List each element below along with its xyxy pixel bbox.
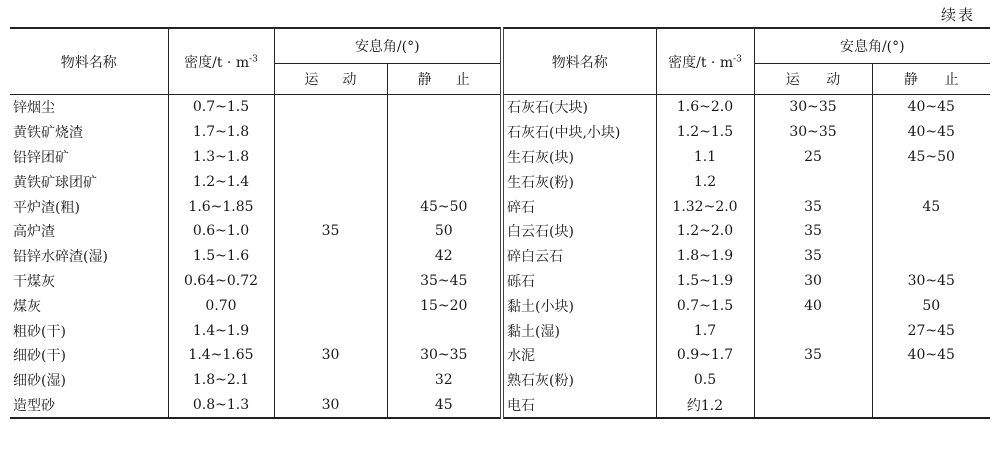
header-static: 静 止 [387,64,500,95]
material-property-tables [10,27,992,419]
density-cell: 1.3~1.8 [168,145,274,170]
static-angle-cell: 45 [387,393,500,419]
table-row [502,169,990,194]
material-name-cell: 石灰石(中块,小块) [507,125,621,142]
static-angle-cell [872,169,990,194]
moving-angle-cell: 30~35 [754,120,872,145]
table-row [10,293,500,318]
table-row [502,293,990,318]
material-name-cell: 生石灰(块) [507,149,574,166]
table-row [502,269,990,294]
moving-angle-cell [274,269,387,294]
moving-angle-cell: 30~35 [754,95,872,120]
density-cell: 0.8~1.3 [168,393,274,419]
material-name-cell: 生石灰(粉) [507,174,574,191]
moving-angle-cell [274,194,387,219]
table-row [502,194,990,219]
table-row [502,318,990,343]
table-row [10,194,500,219]
moving-angle-cell [274,318,387,343]
table-row [10,393,500,419]
header-static: 静 止 [872,64,990,95]
static-angle-cell: 50 [387,219,500,244]
table-row [502,145,990,170]
header-material-name: 物料名称 [10,28,168,95]
header-angle-of-repose: 安息角/(°) [754,28,990,64]
density-cell: 1.8~2.1 [168,368,274,393]
moving-angle-cell [274,120,387,145]
table-row [502,219,990,244]
moving-angle-cell [754,368,872,393]
moving-angle-cell [754,318,872,343]
left-table [10,27,500,419]
moving-angle-cell: 35 [754,194,872,219]
header-density: 密度$/t \cdot m^{-3}$ [168,28,274,95]
moving-angle-cell: 30 [754,269,872,294]
moving-angle-cell [274,95,387,120]
moving-angle-cell [274,145,387,170]
density-cell: 1.6~1.85 [168,194,274,219]
static-angle-cell [872,219,990,244]
table-row [10,120,500,145]
static-angle-cell: 35~45 [387,269,500,294]
density-cell: 0.6~1.0 [168,219,274,244]
static-angle-cell: 32 [387,368,500,393]
density-cell: 1.5~1.9 [656,269,754,294]
header-moving: 运 动 [274,64,387,95]
table-row [502,343,990,368]
material-name-cell: 碎石 [507,199,536,216]
right-table [500,27,990,419]
table-row [502,95,990,120]
table-row [10,219,500,244]
static-angle-cell: 45~50 [872,145,990,170]
moving-angle-cell: 25 [754,145,872,170]
material-name-cell: 铅锌水碎渣(湿) [13,249,108,266]
material-name-cell: 细砂(干) [13,348,66,365]
header-moving: 运 动 [754,64,872,95]
header-angle-of-repose: 安息角/(°) [274,28,500,64]
table-row [502,120,990,145]
density-cell: 1.32~2.0 [656,194,754,219]
material-name-cell: 锌烟尘 [13,100,55,117]
table-row [502,244,990,269]
density-cell: 1.5~1.6 [168,244,274,269]
static-angle-cell: 45~50 [387,194,500,219]
static-angle-cell [387,318,500,343]
header-density: 密度$/t \cdot m^{-3}$ [656,28,754,95]
static-angle-cell: 40~45 [872,120,990,145]
density-cell: 1.6~2.0 [656,95,754,120]
moving-angle-cell [274,244,387,269]
density-cell: 0.70 [168,293,274,318]
density-cell: 0.7~1.5 [656,293,754,318]
static-angle-cell [872,393,990,419]
density-cell: 约1.2 [656,393,754,419]
table-row [10,145,500,170]
material-name-cell: 高炉渣 [13,224,55,241]
density-cell: 1.8~1.9 [656,244,754,269]
material-name-cell: 砾石 [507,273,536,290]
density-cell: 0.7~1.5 [168,95,274,120]
material-name-cell: 铅锌团矿 [13,149,69,166]
moving-angle-cell [274,293,387,318]
density-cell: 1.2~2.0 [656,219,754,244]
density-cell: 1.4~1.9 [168,318,274,343]
density-cell: 1.7 [656,318,754,343]
material-name-cell: 黏土(湿) [507,323,560,340]
continued-label: 续表 [940,6,975,24]
static-angle-cell [872,244,990,269]
moving-angle-cell: 35 [754,244,872,269]
density-cell: 1.7~1.8 [168,120,274,145]
material-name-cell: 黄铁矿球团矿 [13,174,97,191]
material-name-cell: 白云石(块) [507,224,574,241]
static-angle-cell [387,145,500,170]
static-angle-cell [872,368,990,393]
material-name-cell: 干煤灰 [13,273,55,290]
moving-angle-cell: 35 [274,219,387,244]
moving-angle-cell [274,368,387,393]
material-name-cell: 水泥 [507,348,536,365]
material-name-cell: 黄铁矿烧渣 [13,125,83,142]
table-row [10,95,500,120]
table-row [10,343,500,368]
moving-angle-cell [274,169,387,194]
material-name-cell: 煤灰 [13,298,41,315]
moving-angle-cell [754,393,872,419]
static-angle-cell: 40~45 [872,343,990,368]
material-name-cell: 造型砂 [13,397,55,414]
table-row [10,269,500,294]
density-cell: 1.1 [656,145,754,170]
table-row [10,244,500,269]
material-name-cell: 碎白云石 [507,249,564,266]
material-name-cell: 电石 [507,397,536,414]
density-cell: 1.2~1.4 [168,169,274,194]
table-row [502,368,990,393]
moving-angle-cell: 40 [754,293,872,318]
table-row [10,169,500,194]
material-name-cell: 细砂(湿) [13,373,66,390]
static-angle-cell: 45 [872,194,990,219]
header-material-name: 物料名称 [502,28,656,95]
static-angle-cell: 15~20 [387,293,500,318]
moving-angle-cell: 35 [754,219,872,244]
table-row [10,368,500,393]
static-angle-cell [387,120,500,145]
static-angle-cell [387,95,500,120]
density-cell: 0.64~0.72 [168,269,274,294]
static-angle-cell: 30~35 [387,343,500,368]
material-name-cell: 熟石灰(粉) [507,373,574,390]
density-cell: 0.5 [656,368,754,393]
moving-angle-cell: 30 [274,393,387,419]
moving-angle-cell: 35 [754,343,872,368]
material-name-cell: 黏土(小块) [507,298,574,315]
material-name-cell: 石灰石(大块) [507,100,588,117]
static-angle-cell: 27~45 [872,318,990,343]
material-name-cell: 平炉渣(粗) [13,199,80,216]
static-angle-cell: 42 [387,244,500,269]
table-row [10,318,500,343]
table-row [502,393,990,419]
material-name-cell: 粗砂(干) [13,323,66,340]
static-angle-cell: 50 [872,293,990,318]
static-angle-cell [387,169,500,194]
density-cell: 1.2 [656,169,754,194]
moving-angle-cell: 30 [274,343,387,368]
density-cell: 1.2~1.5 [656,120,754,145]
moving-angle-cell [754,169,872,194]
static-angle-cell: 30~45 [872,269,990,294]
static-angle-cell: 40~45 [872,95,990,120]
density-cell: 0.9~1.7 [656,343,754,368]
density-cell: 1.4~1.65 [168,343,274,368]
